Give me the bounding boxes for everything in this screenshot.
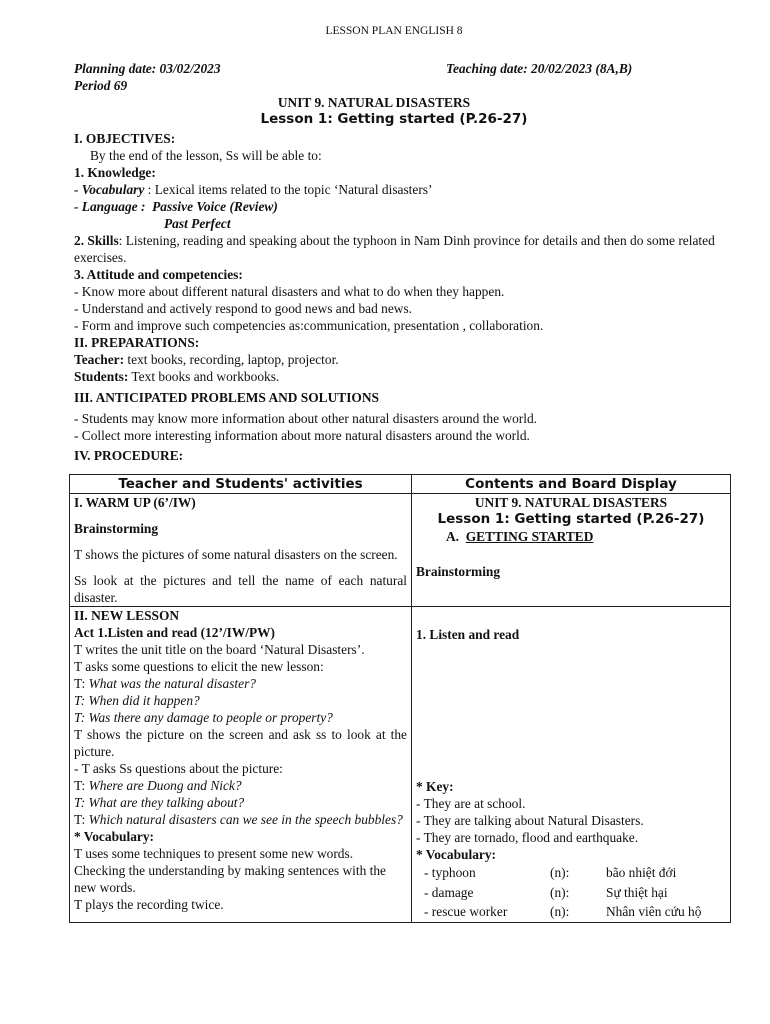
vocab-label: - Vocabulary	[74, 182, 145, 197]
warmup-line: T shows the pictures of some natural disasters on the screen.	[74, 547, 398, 562]
language-label: - Language :	[74, 199, 146, 214]
question-line: T: Was there any damage to people or property?	[74, 710, 333, 725]
period: Period 69	[74, 78, 128, 93]
board-section	[416, 528, 726, 545]
attitude-heading: 3. Attitude and competencies:	[74, 267, 243, 282]
vocab-pos: (n):	[550, 865, 570, 880]
page-header: LESSON PLAN ENGLISH 8	[325, 25, 463, 37]
teacher-label: Teacher:	[74, 352, 125, 367]
activity-line: T writes the unit title on the board ‘Natural Disasters’.	[74, 642, 365, 657]
skills-line	[74, 232, 734, 266]
vocab-pos: (n):	[550, 884, 570, 900]
picture-question: T: What are they talking about?	[74, 795, 245, 810]
vocab-word: - damage	[424, 884, 474, 900]
warmup-contents-cell	[412, 494, 731, 607]
column-header-contents: Contents and Board Display	[412, 475, 731, 494]
board-brainstorming: Brainstorming	[416, 564, 501, 579]
skills-text: : Listening, reading and speaking about the typhoon in Nam Dinh province for details and then do some related exercises.	[74, 233, 715, 265]
board-lesson-title: Lesson 1: Getting started (P.26-27)	[437, 511, 705, 527]
problem-item: - Collect more interesting information about more natural disasters around the world.	[74, 428, 530, 443]
teacher-text: text books, recording, laptop, projector.	[124, 352, 339, 367]
vocab-word: - rescue worker	[424, 904, 508, 919]
vocab-word: - typhoon	[424, 865, 476, 880]
table-row-warmup	[70, 494, 731, 607]
teacher-line	[74, 351, 734, 368]
vocab-line: T uses some techniques to present some new words.	[74, 846, 354, 861]
procedure-table	[69, 474, 731, 923]
knowledge-heading: 1. Knowledge:	[74, 165, 156, 180]
warmup-sub: Brainstorming	[74, 521, 159, 536]
attitude-item: - Form and improve such competencies as:communication, presentation , collaboration.	[74, 318, 544, 333]
objectives-section	[74, 130, 734, 464]
act-title: Act 1.Listen and read (12’/IW/PW)	[74, 625, 275, 640]
board-key-item: - They are talking about Natural Disasters.	[416, 813, 644, 828]
picture-line: T shows the picture on the screen and ask ss to look at the picture.	[74, 727, 407, 759]
skills-label: 2. Skills	[74, 233, 119, 248]
board-vocab-heading: * Vocabulary:	[416, 847, 496, 862]
language-item-2: Past Perfect	[164, 216, 231, 231]
question-line: T: When did it happen?	[74, 693, 200, 708]
board-key-heading: * Key:	[416, 779, 454, 794]
attitude-item: - Know more about different natural disasters and what to do when they happen.	[74, 284, 505, 299]
board-unit-title: UNIT 9. NATURAL DISASTERS	[474, 495, 668, 510]
vocab-meaning: Sự thiệt hại	[606, 884, 668, 900]
board-vocab-list	[416, 863, 726, 922]
language-line	[74, 198, 734, 215]
warmup-title: I. WARM UP (6’/IW)	[74, 495, 196, 510]
language-item-1: Passive Voice (Review)	[152, 199, 278, 214]
warmup-activities-cell	[70, 494, 412, 607]
vocabulary-line	[74, 181, 734, 198]
students-line	[74, 368, 734, 385]
students-text: Text books and workbooks.	[128, 369, 280, 384]
vocab-line: T plays the recording twice.	[74, 897, 224, 912]
board-section-letter: A.	[446, 529, 460, 544]
dates-row	[74, 61, 734, 77]
new-lesson-title: II. NEW LESSON	[74, 608, 180, 623]
unit-title: UNIT 9. NATURAL DISASTERS	[277, 95, 471, 110]
objectives-intro: By the end of the lesson, Ss will be able to:	[90, 148, 322, 163]
picture-question: T: Which natural disasters can we see in the speech bubbles?	[74, 812, 403, 827]
procedure-heading: IV. PROCEDURE:	[74, 448, 184, 463]
table-header-row	[70, 475, 731, 494]
problems-heading: III. ANTICIPATED PROBLEMS AND SOLUTIONS	[74, 390, 379, 405]
vocab-meaning: Nhân viên cứu hộ	[606, 904, 702, 919]
question-line: T: What was the natural disaster?	[74, 676, 256, 691]
preparations-heading: II. PREPARATIONS:	[74, 335, 200, 350]
warmup-line: Ss look at the pictures and tell the name of each natural disaster.	[74, 573, 407, 605]
new-lesson-contents-cell	[412, 607, 731, 923]
lesson-title: Lesson 1: Getting started (P.26-27)	[260, 111, 528, 127]
vocab-meaning: bão nhiệt đới	[606, 865, 677, 880]
picture-question: T: Where are Duong and Nick?	[74, 778, 242, 793]
board-key-item: - They are tornado, flood and earthquake.	[416, 830, 639, 845]
objectives-heading: I. OBJECTIVES:	[74, 131, 176, 146]
vocab-line: Checking the understanding by making sentences with the new words.	[74, 863, 387, 895]
table-row-new-lesson	[70, 607, 731, 923]
teaching-date: Teaching date: 20/02/2023 (8A,B)	[446, 61, 633, 76]
board-section-title: GETTING STARTED	[465, 529, 594, 544]
problem-item: - Students may know more information about other natural disasters around the world.	[74, 411, 537, 426]
column-header-activities: Teacher and Students' activities	[70, 475, 412, 494]
vocab-heading: * Vocabulary:	[74, 829, 154, 844]
students-label: Students:	[74, 369, 129, 384]
planning-date: Planning date: 03/02/2023	[74, 61, 221, 76]
board-listen-read: 1. Listen and read	[416, 627, 520, 642]
vocab-text: : Lexical items related to the topic ‘Natural disasters’	[144, 182, 433, 197]
vocab-pos: (n):	[550, 904, 570, 919]
activity-line: T asks some questions to elicit the new lesson:	[74, 659, 324, 674]
new-lesson-activities-cell	[70, 607, 412, 923]
attitude-item: - Understand and actively respond to good news and bad news.	[74, 301, 413, 316]
ask-line: - T asks Ss questions about the picture:	[74, 761, 283, 776]
board-key-item: - They are at school.	[416, 796, 526, 811]
